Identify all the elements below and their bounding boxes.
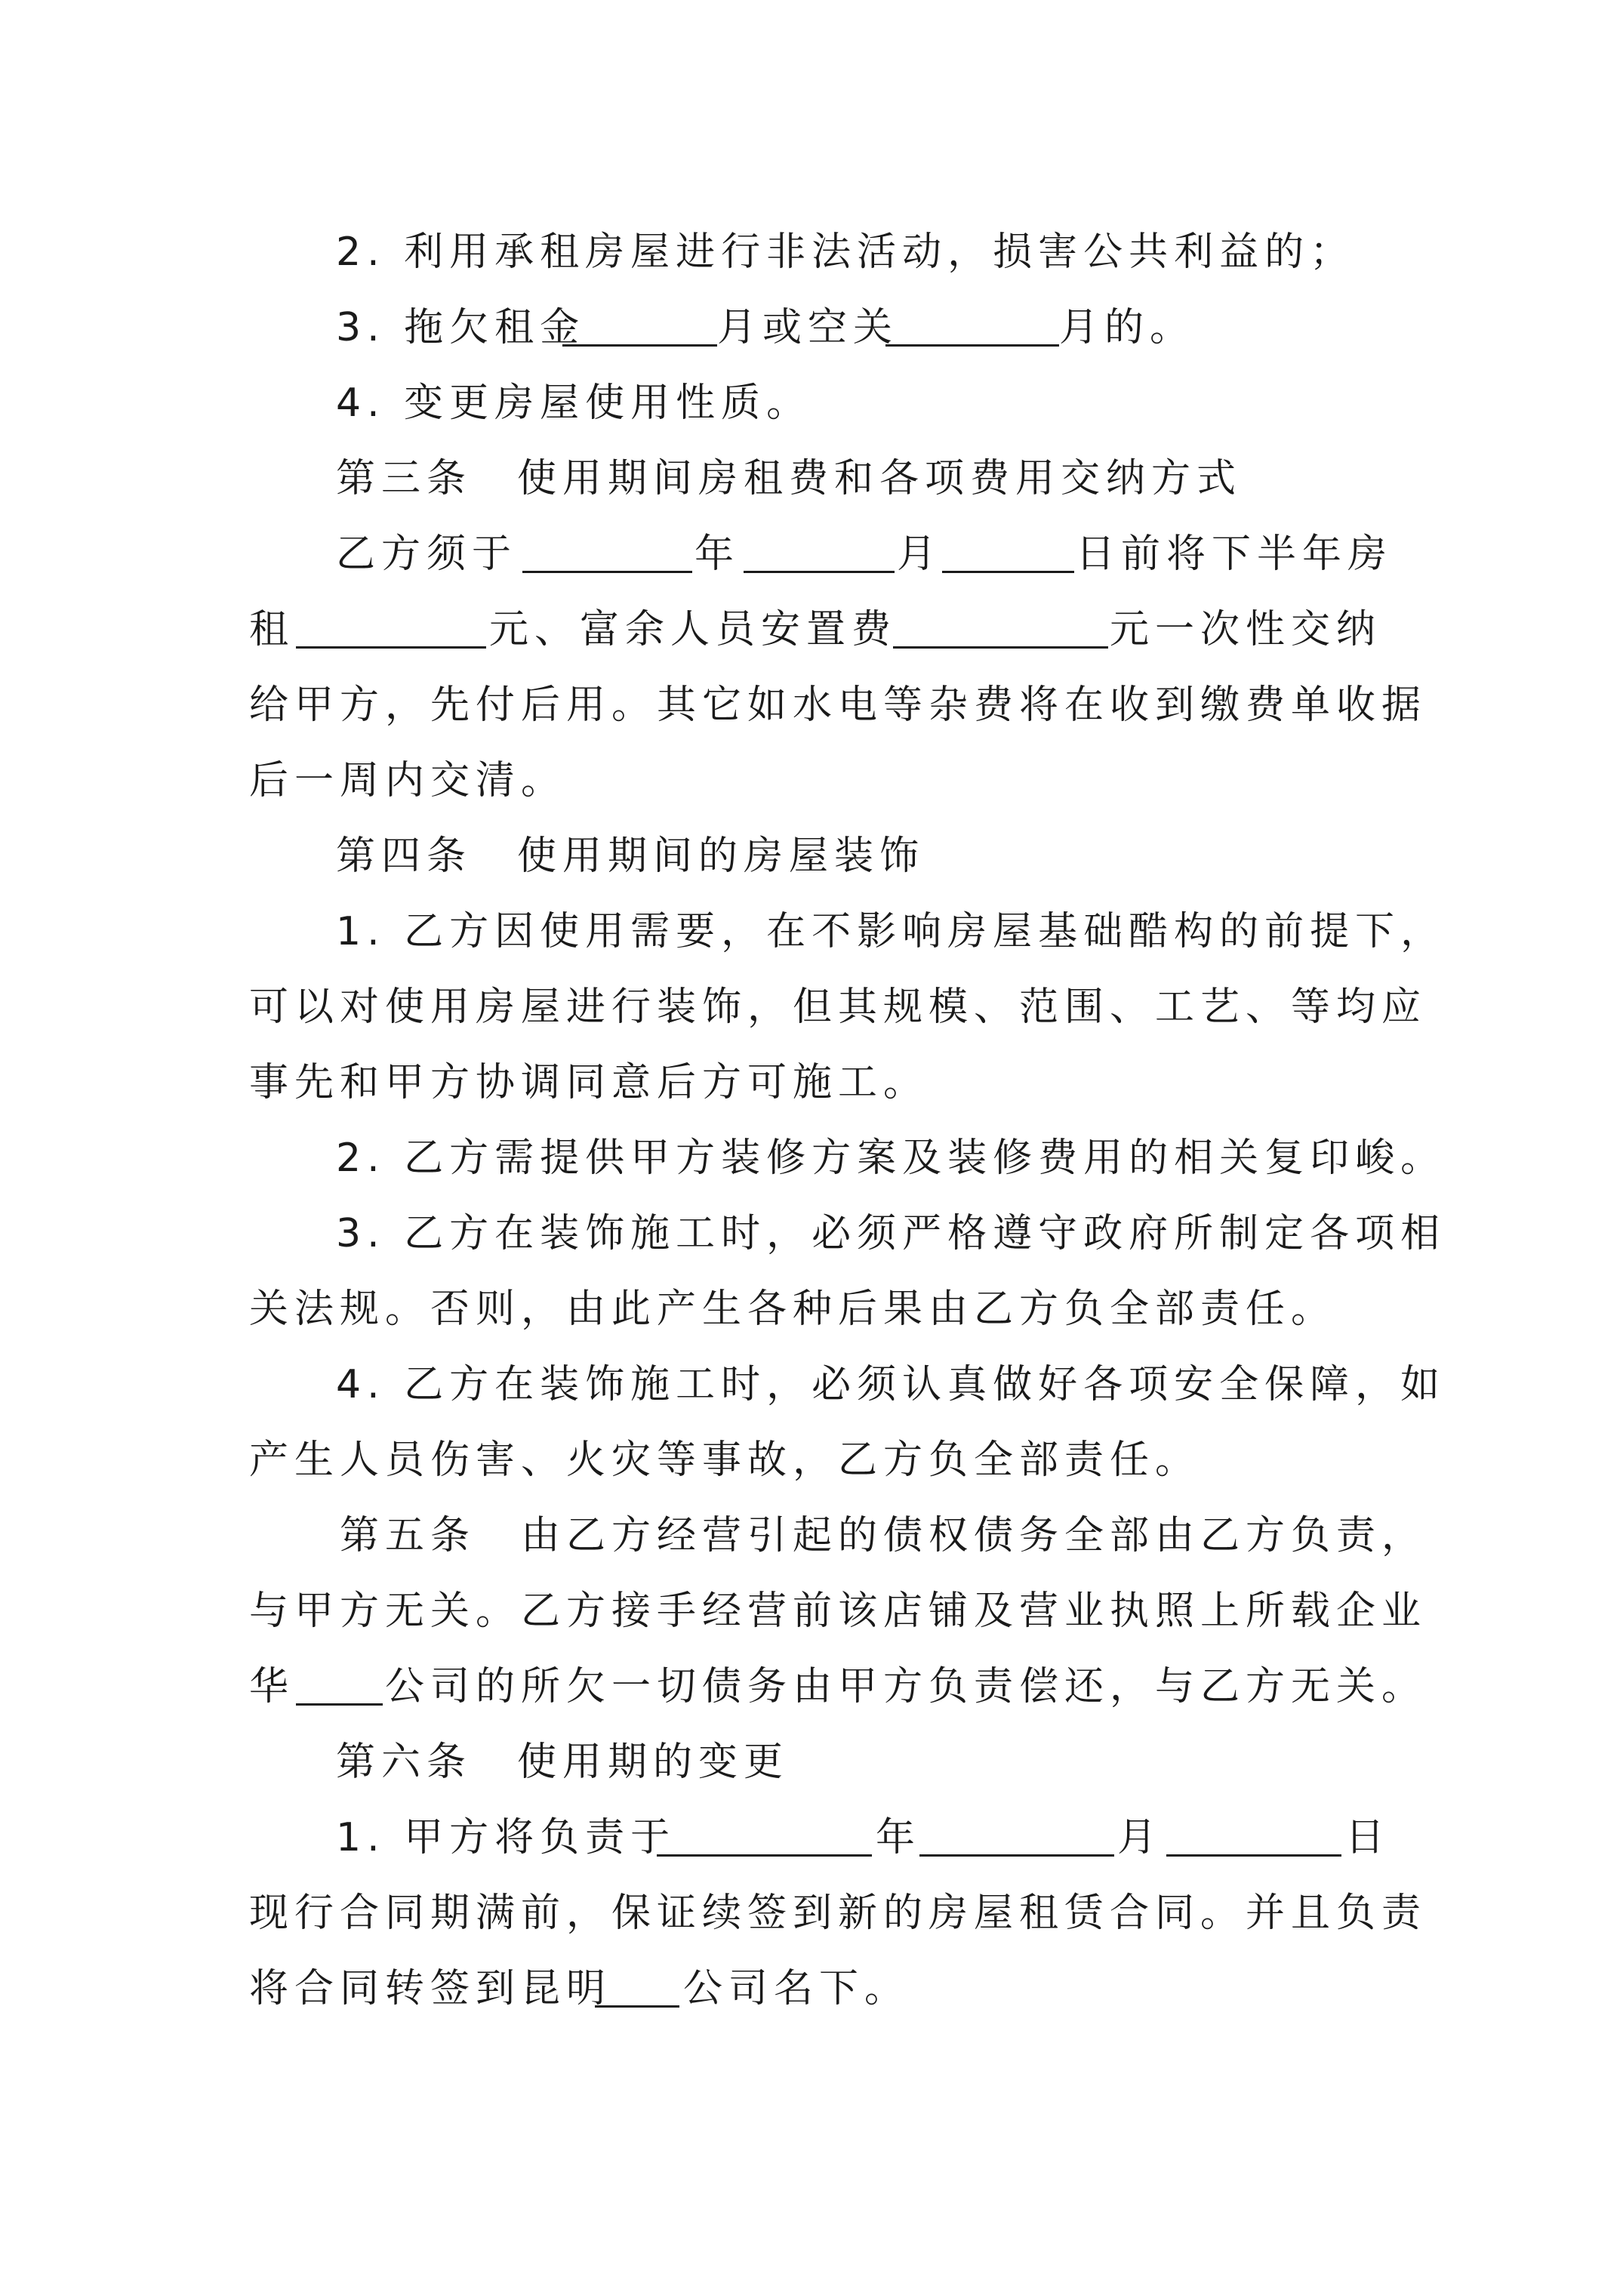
line-text: 1. 甲方将负责于 (336, 1815, 676, 1860)
line-text: 公司名下。 (683, 1966, 910, 2011)
paragraph-line (0, 1649, 1623, 1724)
line-text: 租 (249, 607, 295, 652)
paragraph-line (0, 743, 1623, 818)
paragraph-line (0, 290, 1623, 365)
line-text: 月或空关 (717, 305, 899, 350)
line-text: 后一周内交清。 (249, 758, 567, 803)
paragraph-line (0, 365, 1623, 441)
line-text: 月的。 (1059, 305, 1196, 350)
line-text: 4. 变更房屋使用性质。 (336, 381, 812, 426)
paragraph-line (0, 1347, 1623, 1422)
line-text: 可以对使用房屋进行装饰，但其规模、范围、工艺、等均应 (249, 985, 1427, 1030)
line-text: 4. 乙方在装饰施工时，必须认真做好各项安全保障，如 (336, 1362, 1446, 1407)
paragraph-line (0, 667, 1623, 743)
line-text: 2. 利用承租房屋进行非法活动，损害公共利益的； (336, 230, 1356, 275)
line-text: 1. 乙方因使用需要，在不影响房屋基础酷构的前提下， (336, 909, 1446, 954)
fill-in-blank (296, 646, 486, 649)
fill-in-blank (296, 1703, 383, 1706)
line-text: 事先和甲方协调同意后方可施工。 (249, 1060, 929, 1105)
line-text: 3. 乙方在装饰施工时，必须严格遵守政府所制定各项相 (336, 1211, 1446, 1256)
line-text: 将合同转签到昆明 (249, 1966, 612, 2011)
line-text: 元、富余人员安置费 (489, 607, 898, 652)
line-text: 日前将下半年房 (1076, 532, 1394, 577)
paragraph-line (0, 1800, 1623, 1875)
line-text: 与甲方无关。乙方接手经营前该店铺及营业执照上所载企业 (249, 1589, 1427, 1634)
line-text: 第五条 由乙方经营引起的债权债务全部由乙方负责， (340, 1513, 1427, 1558)
paragraph-line (0, 1573, 1623, 1649)
paragraph-line (0, 1875, 1623, 1951)
section-heading (0, 1498, 1623, 1573)
line-text: 年 (694, 532, 741, 577)
paragraph-line (0, 1951, 1623, 2026)
fill-in-blank (595, 2005, 679, 2008)
paragraph-line (0, 1271, 1623, 1347)
line-text: 公司的所欠一切债务由甲方负责偿还，与乙方无关。 (385, 1664, 1427, 1709)
fill-in-blank (522, 571, 692, 573)
line-text: 月 (897, 532, 943, 577)
line-text: 2. 乙方需提供甲方装修方案及装修费用的相关复印峻。 (336, 1136, 1446, 1181)
paragraph-line (0, 894, 1623, 969)
line-text: 月 (1117, 1815, 1163, 1860)
line-text: 第六条 使用期的变更 (336, 1740, 790, 1785)
line-text: 关法规。否则，由此产生各种后果由乙方负全部责任。 (249, 1287, 1337, 1332)
paragraph-line (0, 592, 1623, 667)
paragraph-line (0, 1045, 1623, 1120)
line-text: 华 (249, 1664, 295, 1709)
line-text: 3. 拖欠租金 (336, 305, 586, 350)
fill-in-blank (893, 646, 1108, 649)
line-text: 第四条 使用期间的房屋装饰 (336, 834, 925, 879)
paragraph-line (0, 516, 1623, 592)
line-text: 给甲方，先付后用。其它如水电等杂费将在收到缴费单收据 (249, 683, 1427, 728)
line-text: 第三条 使用期间房租费和各项费用交纳方式 (336, 456, 1243, 501)
paragraph-line (0, 214, 1623, 290)
paragraph-line (0, 1196, 1623, 1271)
section-heading (0, 818, 1623, 894)
fill-in-blank (885, 344, 1059, 347)
fill-in-blank (562, 344, 717, 347)
line-text: 现行合同期满前，保证续签到新的房屋租赁合同。并且负责 (249, 1891, 1427, 1936)
line-text: 日 (1345, 1815, 1391, 1860)
line-text: 产生人员伤害、火灾等事故，乙方负全部责任。 (249, 1438, 1201, 1483)
line-text: 乙方须于 (336, 532, 518, 577)
fill-in-blank (744, 571, 895, 573)
fill-in-blank (657, 1854, 872, 1857)
paragraph-line (0, 969, 1623, 1045)
section-heading (0, 1724, 1623, 1800)
section-heading (0, 441, 1623, 516)
fill-in-blank (942, 571, 1074, 573)
line-text: 元一次性交纳 (1110, 607, 1382, 652)
line-text: 年 (876, 1815, 922, 1860)
paragraph-line (0, 1120, 1623, 1196)
fill-in-blank (1166, 1854, 1341, 1857)
fill-in-blank (919, 1854, 1114, 1857)
paragraph-line (0, 1422, 1623, 1498)
